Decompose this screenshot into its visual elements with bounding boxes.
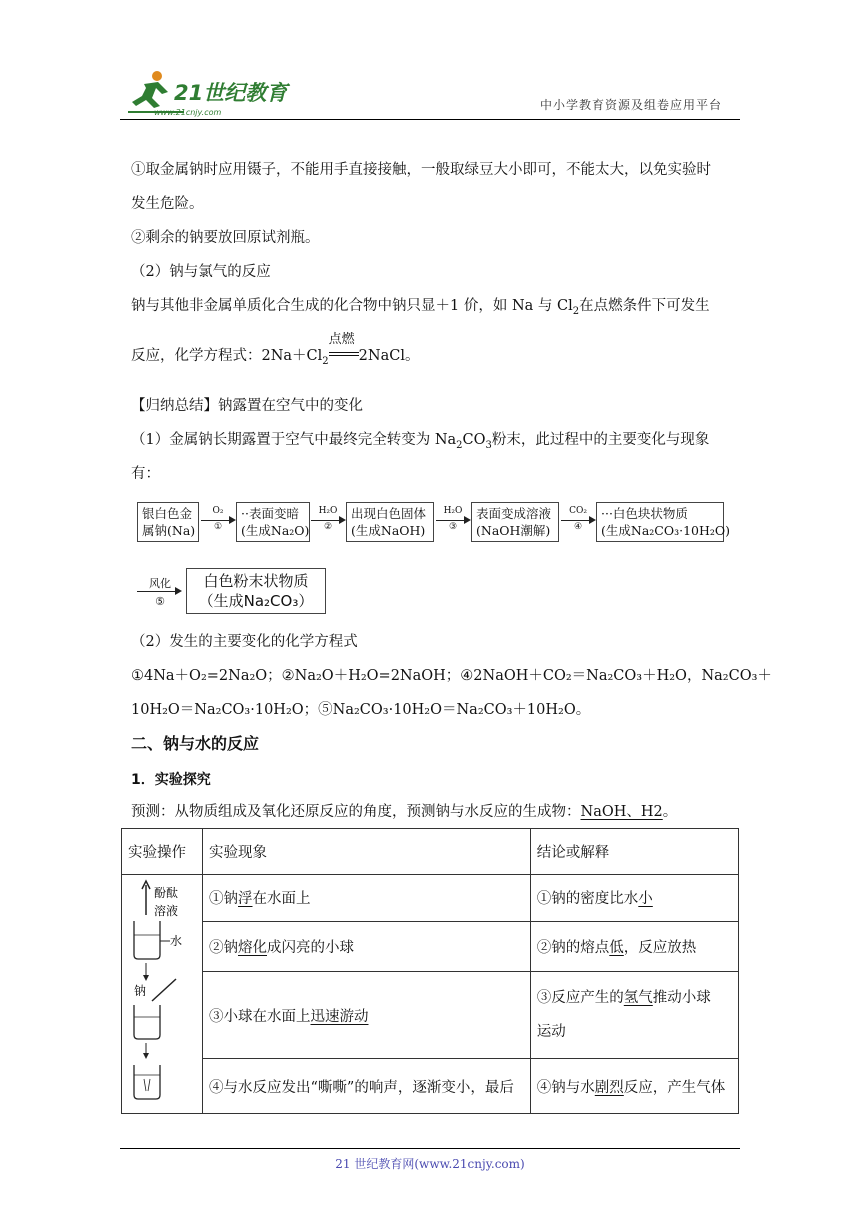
svg-text:21世纪教育: 21世纪教育 [174, 81, 288, 105]
obs-cell: ④与水反应发出“嘶嘶”的响声，逐渐变小，最后 [203, 1059, 531, 1114]
obs-cell: ①钠浮在水面上 [203, 875, 531, 922]
beaker-icon [134, 1005, 160, 1039]
paragraph-1b: 发生危险。 [131, 196, 204, 212]
paragraph-2: ②剩余的钠要放回原试剂瓶。 [131, 230, 320, 246]
flow-arrow-3: H₂O ③ [436, 506, 470, 536]
prediction-line: 预测：从物质组成及氧化还原反应的角度，预测钠与水反应的生成物：NaOH、H2。 [131, 804, 678, 820]
experiment-table [121, 828, 739, 1114]
flow-box-1: 银白色金 属钠(Na) [137, 502, 199, 542]
summary-heading: 【归纳总结】钠露置在空气中的变化 [131, 398, 363, 414]
header-operation: 实验操作 [122, 829, 203, 875]
table-row [122, 921, 739, 972]
dropper-icon [142, 881, 150, 915]
paragraph-6a: （1）金属钠长期露置于空气中最终完全转变为 $Na_2CO_3$粉末，此过程中的主要变化与现象 [131, 432, 710, 451]
flow-box-5: ···白色块状物质 (生成Na₂CO₃·10H₂O) [596, 502, 724, 542]
con-cell: ②钠的熔点低，反应放热 [530, 921, 738, 972]
table-header-row [122, 829, 739, 875]
paragraph-4a: 钠与其他非金属单质化合生成的化合物中钠只显＋1 价，如 Na 与 $Cl_2$在点燃条件下可发生 [131, 298, 710, 317]
section-heading: 二、钠与水的反应 [131, 734, 260, 753]
paragraph-1a: ①取金属钠时应用镊子，不能用手直接接触，一般取绿豆大小即可，不能太大，以免实验时 [131, 162, 711, 178]
flow-box-6: 白色粉末状物质 （生成Na₂CO₃） [186, 568, 326, 614]
table-row [122, 875, 739, 922]
paragraph-3: （2）钠与氯气的反应 [131, 264, 271, 280]
svg-text:www.21cnjy.com: www.21cnjy.com [154, 108, 222, 117]
con-cell: ①钠的密度比水小 [530, 875, 738, 922]
beaker-icon [134, 1065, 160, 1099]
footer-text: 21 世纪教育网(www.21cnjy.com) [335, 1157, 525, 1171]
experiment-figure [122, 875, 202, 1109]
header-platform-text: 中小学教育资源及组卷应用平台 [540, 98, 723, 112]
con-cell: ④钠与水剧烈反应，产生气体 [530, 1059, 738, 1114]
flow-arrow-5: 风化 ⑤ [137, 575, 183, 605]
header-phenomenon: 实验现象 [203, 829, 531, 875]
obs-cell: ②钠熔化成闪亮的小球 [203, 921, 531, 972]
reaction-condition: 点燃 [329, 346, 359, 366]
header-rule [120, 119, 740, 120]
header-conclusion: 结论或解释 [530, 829, 738, 875]
flow-box-4: 表面变成溶液 (NaOH潮解) [471, 502, 559, 542]
experiment-figure-cell [122, 875, 203, 1114]
site-logo [124, 68, 294, 118]
subsection-heading: 1．实验探究 [131, 772, 211, 788]
equation-line-2: 10H₂O＝Na₂CO₃·10H₂O；⑤Na₂CO₃·10H₂O＝Na₂CO₃＋10H₂O。 [131, 702, 591, 718]
paragraph-6b: 有： [131, 466, 160, 482]
footer-rule [120, 1148, 740, 1149]
flow-box-2: ··表面变暗 (生成Na₂O) [236, 502, 310, 542]
svg-text:溶液: 溶液 [154, 904, 179, 918]
flow-arrow-1: O₂ ① [201, 506, 235, 536]
paragraph-7: （2）发生的主要变化的化学方程式 [131, 634, 358, 650]
svg-text:钠: 钠 [134, 984, 147, 998]
equation-line-1: ①4Na＋O₂=2Na₂O；②Na₂O＋H₂O=2NaOH；④2NaOH＋CO₂＝Na₂CO₃＋H₂O，Na₂CO₃＋ [131, 668, 772, 684]
svg-text:酚酞: 酚酞 [154, 886, 179, 900]
beaker-icon [134, 921, 160, 959]
table-row [122, 972, 739, 1059]
table-row [122, 1059, 739, 1114]
flow-arrow-4: CO₂ ④ [561, 506, 595, 536]
paragraph-4b-equation: 反应，化学方程式：$2Na+Cl_2$ 点燃 2NaCl。 [131, 332, 420, 367]
flow-box-3: 出现白色固体 (生成NaOH) [346, 502, 434, 542]
con-cell: ③反应产生的氢气推动小球 运动 [530, 972, 738, 1059]
flow-arrow-2: H₂O ② [311, 506, 345, 536]
obs-cell: ③小球在水面上迅速游动 [203, 972, 531, 1059]
svg-text:水: 水 [170, 934, 183, 948]
